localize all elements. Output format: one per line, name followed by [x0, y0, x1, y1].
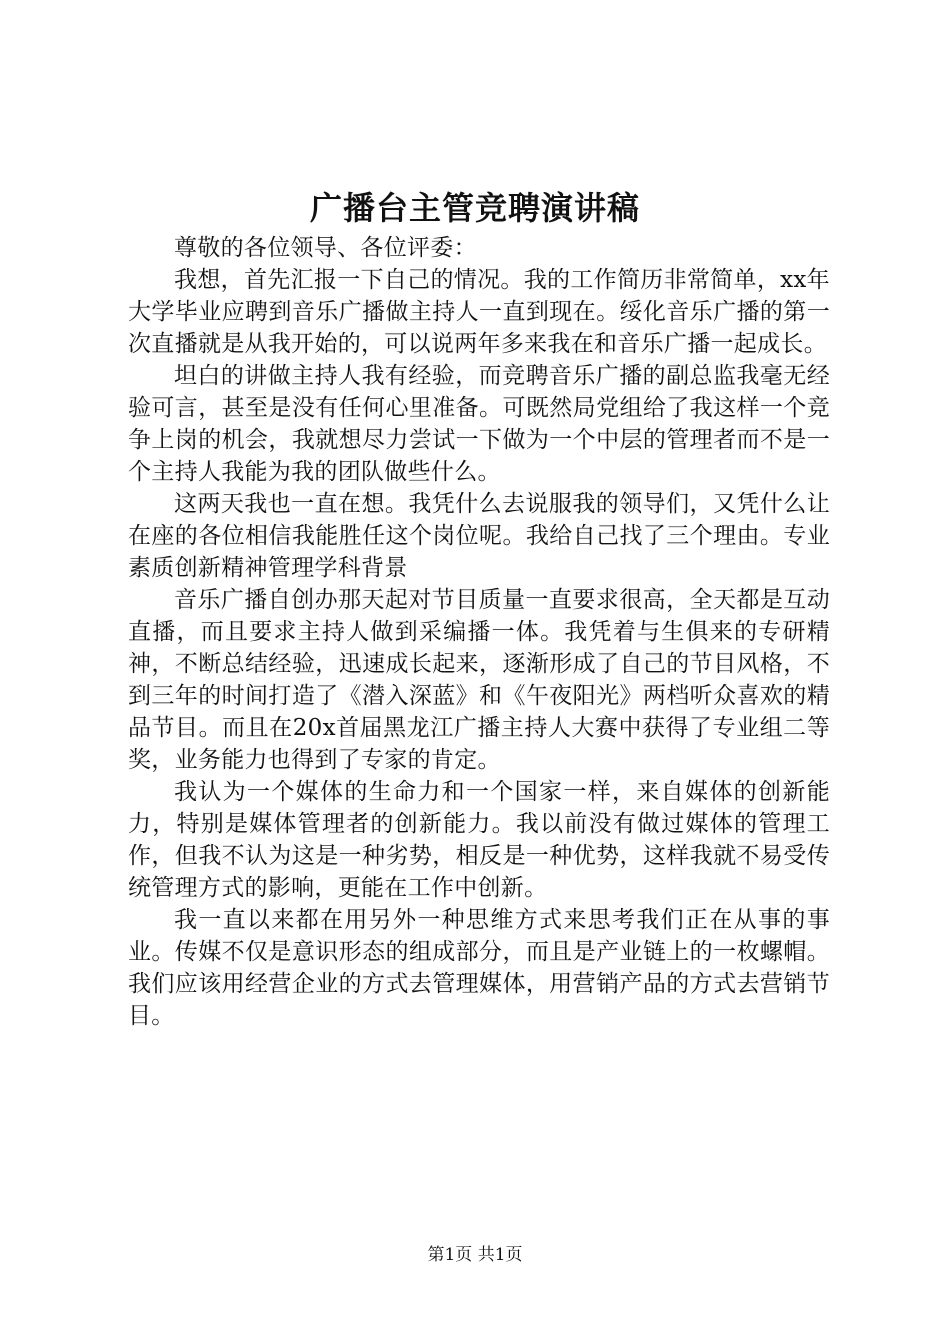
body-paragraph: 我认为一个媒体的生命力和一个国家一样，来自媒体的创新能力，特别是媒体管理者的创新能力。我以前没有做过媒体的管理工作，但我不认为这是一种劣势，相反是一种优势，这样我就不易受传统管理方式的影响，更能在工作中创新。	[128, 779, 830, 901]
body-paragraph: 这两天我也一直在想。我凭什么去说服我的领导们，又凭什么让在座的各位相信我能胜任这个岗位呢。我给自己找了三个理由。专业素质创新精神管理学科背景	[128, 491, 830, 581]
body-paragraph: 坦白的讲做主持人我有经验，而竞聘音乐广播的副总监我毫无经验可言，甚至是没有任何心里准备。可既然局党组给了我这样一个竞争上岗的机会，我就想尽力尝试一下做为一个中层的管理者而不是一个主持人我能为我的团队做些什么。	[128, 363, 830, 485]
body-paragraph: 音乐广播自创办那天起对节目质量一直要求很高，全天都是互动直播，而且要求主持人做到采编播一体。我凭着与生俱来的专研精神，不断总结经验，迅速成长起来，逐渐形成了自己的节目风格，不到三年的时间打造了《潜入深蓝》和《午夜阳光》两档听众喜欢的精品节目。而且在20x首届黑龙江广播主持人大赛中获得了专业组二等奖，业务能力也得到了专家的肯定。	[128, 587, 830, 773]
salutation-paragraph: 尊敬的各位领导、各位评委：	[174, 235, 477, 261]
body-paragraph: 我一直以来都在用另外一种思维方式来思考我们正在从事的事业。传媒不仅是意识形态的组成部分，而且是产业链上的一枚螺帽。我们应该用经营企业的方式去管理媒体，用营销产品的方式去营销节目。	[128, 907, 830, 1029]
document-body	[128, 232, 830, 1032]
document-title: 广播台主管竞聘演讲稿	[309, 189, 640, 227]
body-paragraph: 我想，首先汇报一下自己的情况。我的工作简历非常简单，xx年大学毕业应聘到音乐广播做主持人一直到现在。绥化音乐广播的第一次直播就是从我开始的，可以说两年多来我在和音乐广播一起成长。	[128, 267, 830, 357]
page-number-footer: 第1页 共1页	[427, 1245, 523, 1265]
